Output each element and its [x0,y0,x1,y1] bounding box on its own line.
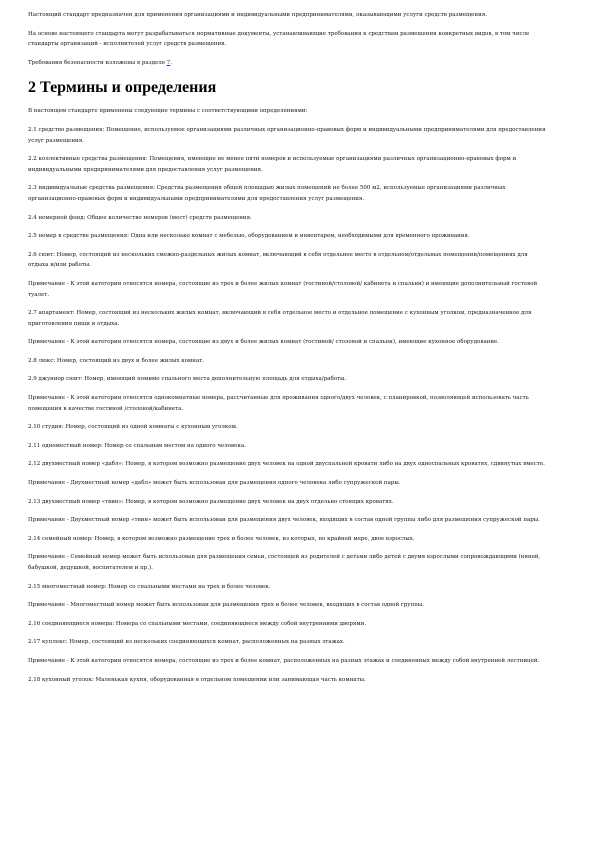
section-lead: В настоящем стандарте применены следующие термины с соответствующими определениями: [28,108,308,115]
term-paragraph: 2.18 кухонный уголок: Маленькая кухня, оборудованная в отдельном помещении или занимающая часть комнаты. [28,676,366,683]
term-paragraph: Примечание - К этой категории относятся номера, состоящие из трех и более комнат, расположенных на разных этажах и соединенных между собой внутренней лестницей. [28,657,540,664]
term-paragraph: 2.9 джуниор сюит: Номер, имеющий помимо спального места дополнительную площадь для отдыха/работы. [28,376,347,383]
term-paragraph: 2.10 студия: Номер, состоящий из одной комнаты с кухонным уголком. [28,424,238,431]
term-paragraph: Примечание - Двухместный номер «дабл» может быть использован для размещения одного человека либо супружеской пары. [28,480,401,487]
term-paragraph: 2.8 люкс: Номер, состоящий из двух и более жилых комнат. [28,357,205,364]
intro-paragraph-3-end: . [170,59,173,66]
terms-list [28,125,547,685]
term-paragraph: 2.7 апартамент: Номер, состоящий из нескольких жилых комнат, включающий в себя отдельное место и отдельное помещение с кухонным уголком, предназначенное для приготовления пищи и отдыха. [28,310,532,327]
term-paragraph: Примечание - Семейный номер может быть использован для размещения семьи, состоящей из родителей с детьми либо детей с двумя взрослыми сопровождающими (няней, бабушкой, дедушкой, воспитателем и пр.). [28,554,541,571]
term-paragraph: 2.12 двухместный номер «дабл»: Номер, в котором возможно размещение двух человек на одной двуспальной кровати либо на двух односпальных кроватях, сдвинутых вместе. [28,461,545,468]
intro-paragraph-1: Настоящий стандарт предназначен для применения организациями и индивидуальными предпринимателями, оказывающими услуги средств размещения. [28,12,487,18]
section-7-link[interactable]: 7 [166,59,171,66]
intro-paragraph-3 [28,58,547,69]
term-paragraph: 2.3 индивидуальные средства размещения: Средства размещения общей площадью жилых помещений не более 500 м2, используемые организациями различных организационно-правовых форм и индивидуальными предпринимателями для предоставления услуг размещения. [28,185,506,202]
term-paragraph: Примечание - Двухместный номер «твин» может быть использован для размещения двух человек, входящих в состав одной группы либо для размещения супружеской пары. [28,517,540,524]
term-paragraph: 2.5 номер в средстве размещения: Одна или несколько комнат с мебелью, оборудованием и инвентарем, необходимыми для временного проживания. [28,233,470,240]
intro-paragraph-2: На основе настоящего стандарта могут разрабатываться нормативные документы, устанавливающие требования к средствам размещения конкретных видов, в том числе стандарты организаций - исполнителей услуг средств размещения. [28,30,530,48]
term-paragraph: 2.17 куплекс: Номер, состоящий из нескольких соединяющихся комнат, расположенных на разных этажах. [28,639,345,646]
term-paragraph: 2.11 одноместный номер: Номер со спальным местом на одного человека. [28,442,246,449]
term-paragraph: 2.2 коллективные средства размещения: Помещения, имеющие не менее пяти номеров и используемые организациями различных организационно-правовых форм и индивидуальными предпринимателями для предоставления услуг размещения. [28,156,517,173]
section-heading: 2 Термины и определения [28,79,217,97]
term-paragraph: 2.6 сюит: Номер, состоящий из нескольких смежно-раздельных жилых комнат, включающий в себя отдельное место в отдельном/отдельных помещении/помещениях для отдыха и/или работы. [28,251,528,269]
term-paragraph: Примечание - К этой категории относятся номера, состоящие из двух и более жилых комнат (гостиной/ столовой и спальни), имеющие кухонное оборудование. [28,339,500,346]
term-paragraph: 2.13 двухместный номер «твин»: Номер, в котором возможно размещение двух человек на двух отдельно стоящих кроватях. [28,498,394,505]
term-paragraph: 2.4 номерной фонд: Общее количество номеров (мест) средств размещения. [28,214,252,221]
term-paragraph: 2.1 средство размещения: Помещение, используемое организациями различных организационно-правовых форм и индивидуальными предпринимателями для предоставления услуг размещения. [28,126,546,144]
term-paragraph: 2.16 соединяющиеся номера: Номера со спальными местами, соединяющиеся между собой внутренними дверями. [28,620,367,627]
term-paragraph: 2.14 семейный номер: Номер, в котором возможно размещение трех и более человек, из которых, по крайней мере, двое взрослых. [28,535,415,542]
term-paragraph: Примечание - К этой категории относятся однокомнатные номера, рассчитанные для проживания одного/двух человек, с планировкой, позволяющей использовать часть помещения в качестве гостиной /столовой/кабинета. [28,395,529,412]
intro-paragraph-3-text: Требования безопасности изложены в разделе [28,59,167,66]
term-paragraph: 2.15 многоместный номер: Номер со спальными местами на трех и более человек. [28,583,271,590]
term-paragraph: Примечание - Многоместный номер может быть использован для размещения трех и более человек, входящих в состав одной группы. [28,602,424,609]
term-paragraph: Примечание - К этой категории относятся номера, состоящие из трех и более жилых комнат (гостиной/столовой/ кабинета и спальни) и имеющие дополнительный гостевой туалет. [28,280,538,298]
